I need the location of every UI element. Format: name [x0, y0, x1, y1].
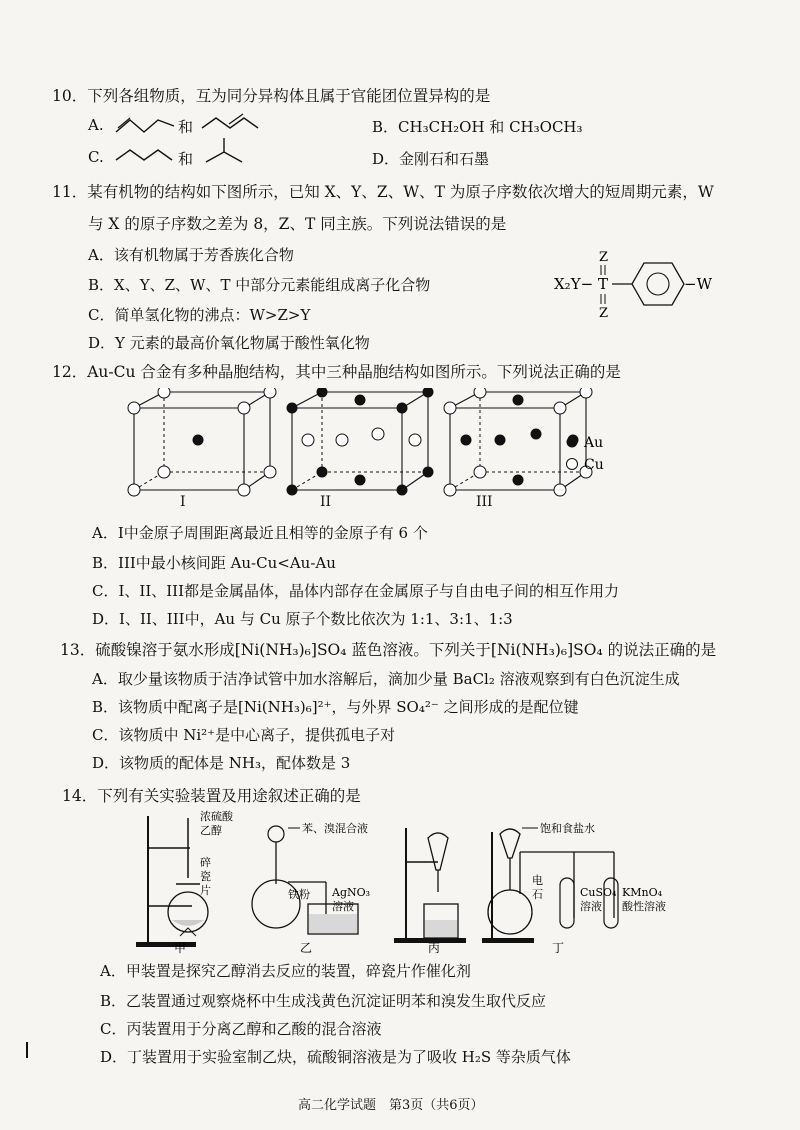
q11-structure-center: T: [598, 275, 609, 293]
crystal-cell-1: [128, 388, 276, 496]
jia-label-shard-1: 碎: [200, 856, 211, 869]
jia-label-shard-2: 瓷: [200, 870, 211, 883]
q11-option-a: A．该有机物属于芳香族化合物: [88, 246, 294, 264]
page-footer: 高二化学试题 第3页（共6页）: [298, 1098, 484, 1113]
yi-name: 乙: [300, 941, 313, 955]
crystal-cell-2: [287, 388, 434, 496]
ding-label-top: 饱和食盐水: [540, 822, 595, 835]
q10-option-d: D．金刚石和石墨: [372, 150, 490, 168]
q11-option-b: B．X、Y、Z、W、T 中部分元素能组成离子化合物: [88, 276, 431, 294]
q10-c-right-skeletal: [202, 136, 246, 168]
q13-option-d: D．该物质的配体是 NH₃，配体数是 3: [92, 754, 351, 772]
benzene-ring: [632, 263, 684, 305]
q11-stem-line2: 与 X 的原子序数之差为 8，Z、T 同主族。下列说法错误的是: [88, 215, 507, 233]
legend-au-marker: [567, 437, 578, 448]
apparatus-jia: [136, 809, 234, 955]
jia-label-shard-3: 片: [200, 884, 211, 897]
ding-label-kmno4-acid: 酸性溶液: [622, 900, 666, 913]
q13-stem: 13．硫酸镍溶于氨水形成[Ni(NH₃)₆]SO₄ 蓝色溶液。下列关于[Ni(NH₃)₆]SO₄ 的说法正确的是: [60, 641, 717, 659]
q12-crystal-figure: [120, 388, 620, 518]
q10-c-left-skeletal: [112, 140, 176, 166]
crystal-label-2: II: [320, 494, 332, 510]
q13-option-c: C．该物质中 Ni²⁺是中心离子，提供孤电子对: [92, 726, 396, 744]
bing-name: 丙: [428, 941, 441, 955]
q10-option-c-label: C.: [88, 148, 104, 166]
apparatus-yi: [252, 821, 370, 955]
ding-name: 丁: [552, 941, 565, 955]
jia-label-acid: 浓硫酸: [200, 810, 233, 823]
q14-stem: 14．下列有关实验装置及用途叙述正确的是: [62, 787, 361, 805]
crystal-label-1: I: [180, 494, 186, 510]
q14-apparatus-figure: [130, 808, 690, 958]
q14-option-b: B．乙装置通过观察烧杯中生成浅黄色沉淀证明苯和溴发生取代反应: [100, 992, 547, 1010]
q11-structure-figure: [552, 248, 732, 320]
ding-label-carbide-1: 电: [532, 874, 543, 887]
q11-stem-line1: 11．某有机物的结构如下图所示，已知 X、Y、Z、W、T 为原子序数依次增大的短周期元素，W: [52, 183, 714, 201]
q14-option-a: A．甲装置是探究乙醇消去反应的装置，碎瓷片作催化剂: [100, 962, 471, 980]
q11-option-c: C．简单氢化物的沸点：W>Z>Y: [88, 306, 311, 324]
apparatus-ding: [482, 821, 666, 955]
q11-structure-top: Z: [599, 250, 609, 265]
q11-structure-right: −W: [684, 275, 712, 293]
yi-label-iron: 铁粉: [288, 888, 310, 901]
q12-option-a: A．I中金原子周围距离最近且相等的金原子有 6 个: [92, 524, 428, 542]
q11-option-d: D．Y 元素的最高价氧化物属于酸性氧化物: [88, 334, 370, 352]
q10-option-c-and: 和: [178, 150, 194, 168]
jia-name: 甲: [174, 941, 187, 955]
legend-cu-marker: [567, 459, 578, 470]
q11-structure-left: X₂Y−: [554, 275, 594, 293]
apparatus-bing: [394, 828, 466, 955]
q12-option-b: B．III中最小核间距 Au-Cu<Au-Au: [92, 554, 336, 572]
crystal-label-3: III: [476, 494, 493, 510]
q10-a-left-skeletal: [112, 110, 180, 136]
q10-option-a-label: A.: [88, 116, 104, 134]
q12-option-c: C．I、II、III都是金属晶体，晶体内部存在金属原子与自由电子间的相互作用力: [92, 582, 620, 600]
yi-label-solution: 溶液: [332, 900, 354, 913]
ding-label-cuso4-solution: 溶液: [580, 900, 602, 913]
q13-option-b: B．该物质中配离子是[Ni(NH₃)₆]²⁺，与外界 SO₄²⁻ 之间形成的是配位键: [92, 698, 579, 716]
q10-stem: 10．下列各组物质，互为同分异构体且属于官能团位置异构的是: [52, 87, 491, 105]
q14-option-c: C．丙装置用于分离乙醇和乙酸的混合溶液: [100, 1020, 382, 1038]
q11-structure-bottom: Z: [599, 306, 609, 320]
ding-label-kmno4: KMnO₄: [622, 886, 662, 899]
q12-stem: 12．Au-Cu 合金有多种晶胞结构，其中三种晶胞结构如图所示。下列说法正确的是: [52, 363, 621, 381]
q12-option-d: D．I、II、III中，Au 与 Cu 原子个数比依次为 1:1、3:1、1:3: [92, 610, 513, 628]
jia-label-ethanol: 乙醇: [200, 824, 222, 837]
legend-au-label: Au: [584, 435, 604, 451]
q10-option-b: B．CH₃CH₂OH 和 CH₃OCH₃: [372, 118, 583, 136]
q10-option-a-and: 和: [178, 118, 194, 136]
margin-mark: [26, 1042, 28, 1058]
q13-option-a: A．取少量该物质于洁净试管中加水溶解后，滴加少量 BaCl₂ 溶液观察到有白色沉淀生成: [92, 670, 680, 688]
ding-label-cuso4: CuSO₄: [580, 886, 617, 899]
yi-label-top: 苯、溴混合液: [302, 822, 368, 835]
q14-option-d: D．丁装置用于实验室制乙炔，硫酸铜溶液是为了吸收 H₂S 等杂质气体: [100, 1048, 571, 1066]
ding-label-carbide-2: 石: [532, 888, 543, 901]
legend-cu-label: Cu: [584, 457, 604, 473]
yi-label-agno3: AgNO₃: [332, 886, 371, 899]
q10-a-right-skeletal: [198, 108, 262, 134]
